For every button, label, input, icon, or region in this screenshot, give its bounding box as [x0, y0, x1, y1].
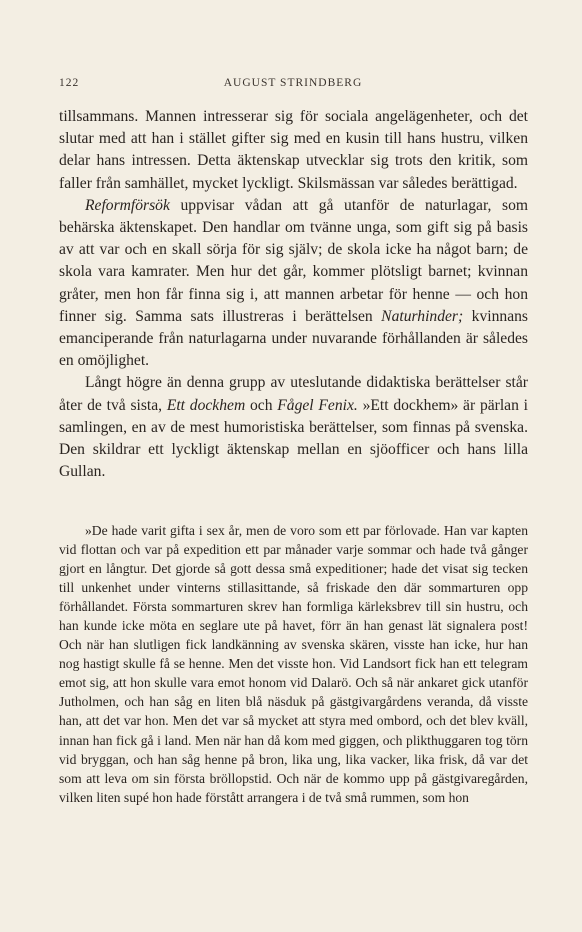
body-text: [59, 106, 528, 483]
paragraph-3-text-a: Långt högre än denna grupp av uteslutande didaktiska berättelser står åter de två sista,: [59, 374, 528, 414]
paragraph-2-text-b: kvinnans emanciperande från naturlagarna under nuvarande förhållanden är således en omöjlighet.: [59, 307, 528, 370]
title-ett-dockhem: Ett dockhem: [166, 396, 246, 414]
paragraph-3-text-b: »Ett dockhem» är pärlan i samlingen, en av de mest humoristiska berättelser, som finnas på svenska. Den skildrar ett lyckligt äktenskap mellan en sjöofficer och hans lilla Gullan.: [59, 396, 529, 481]
paragraph-3-conjunction: och: [245, 396, 278, 414]
paragraph-2: [59, 195, 528, 373]
paragraph-1: tillsammans. Mannen intresserar sig för sociala angelägenheter, och det slutar med att han i stället gifter sig med en kusin till hans hustru, vilken delar hans intressen. Detta äktenskap utvecklar sig trots den kritik, som faller från samhället, mycket lyckligt. Skilsmässan var således berättigad.: [59, 108, 528, 192]
title-naturhinder: Naturhinder;: [381, 307, 464, 325]
running-head: [59, 77, 527, 95]
quote-paragraph: »De hade varit gifta i sex år, men de voro som ett par förlovade. Han var kapten vid flottan och var på expedition ett par månader varje sommar och hade två gånger gjort en långtur. Det gjorde så gott dessa små expeditioner; hade det visat sig tecken till unkenhet under vinterns stillasittande, så friskade den där sommarturen opp förhållandet. Första sommarturen skrev han formliga kärleksbrev till sin hustru, och han kunde icke möta en seglare ute på havet, förr än han genast lät signalera post! Och när han slutligen fick landkänning av svenska skären, visste han icke, hur han nog hastigt skulle få se henne. Men det visste hon. Vid Landsort fick han ett telegram emot sig, att hon skulle vara emot honom vid Dalarö. Och så när ankaret gick utanför Jutholmen, och han såg en liten blå näsduk på gästgivargårdens veranda, då visste han, att det var hon. Men det var så mycket att styra med ombord, och det blev kväll, innan han fick gå i land. Men när han då kom med giggen, och plikthuggaren tog törn vid bryggan, och han såg henne på bron, lika ung, lika vacker, lika frisk, då var det som att leva om sin första bröllopstid. Och när de kommo upp på gästgivaregården, vilken liten supé hon hade förstått arrangera i de två små rummen, som hon: [59, 523, 528, 805]
running-head-author: AUGUST STRINDBERG: [223, 77, 363, 89]
block-quote: [59, 521, 528, 807]
paragraph-2-text-a: uppvisar vådan att gå utanför de naturlagar, som behärska äktenskapet. Den handlar om tvänne unga, som gift sig på basis av att var och en skall sörja för sig själv; de skola icke ha något barn; de skola vara kamrater. Men hur det går, kommer plötsligt barnet; kvinnan gråter, men hon får finna sig i, att mannen arbetar för henne — och hon finner sig. Samma sats illustreras i berättelsen: [59, 196, 528, 325]
title-fagel-fenix: Fågel Fenix.: [277, 396, 358, 414]
title-reformforsok: Reformförsök: [85, 196, 170, 214]
paragraph-3: [59, 372, 528, 483]
page-number: 122: [59, 77, 80, 89]
